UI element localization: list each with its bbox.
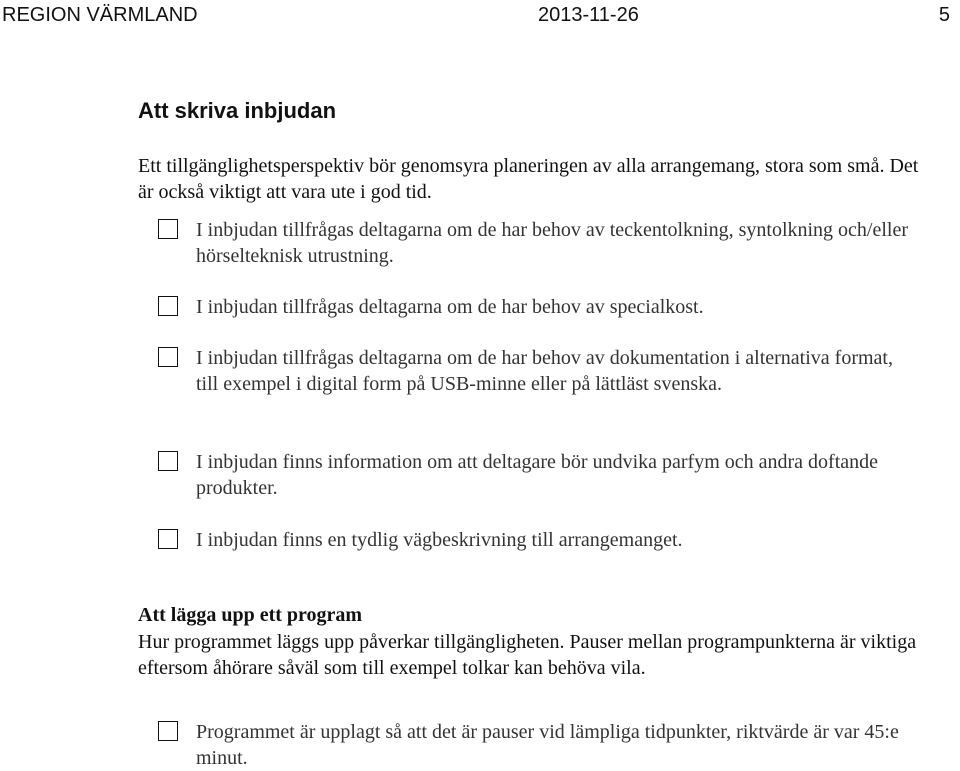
section-heading-invitation: Att skriva inbjudan bbox=[138, 98, 337, 123]
header-date: 2013-11-26 bbox=[538, 4, 639, 26]
header-organization: REGION VÄRMLAND bbox=[2, 4, 198, 26]
checklist-item-text: I inbjudan finns en tydlig vägbeskrivning till arrangemanget. bbox=[196, 529, 683, 551]
checklist-item-text: I inbjudan tillfrågas deltagarna om de har behov av teckentolkning, syntolkning och/eller hörselteknisk utrustning. bbox=[196, 219, 909, 267]
checkbox[interactable] bbox=[158, 451, 178, 471]
checklist-item-text: I inbjudan finns information om att deltagare bör undvika parfym och andra doftande produkter. bbox=[196, 451, 879, 499]
section-intro-program: Hur programmet läggs upp påverkar tillgängligheten. Pauser mellan programpunkterna är viktiga eftersom åhörare såväl som till exempel tolkar kan behöva vila. bbox=[138, 631, 917, 679]
page-number: 5 bbox=[938, 4, 950, 26]
checklist-item-text: I inbjudan tillfrågas deltagarna om de har behov av dokumentation i alternativa format, till exempel i digital form på USB-minne eller på lättläst svenska. bbox=[196, 347, 893, 395]
checkbox[interactable] bbox=[158, 219, 178, 239]
checkbox[interactable] bbox=[158, 347, 178, 367]
checklist-item-text: I inbjudan tillfrågas deltagarna om de har behov av specialkost. bbox=[196, 296, 704, 318]
checkbox[interactable] bbox=[158, 529, 178, 549]
section-heading-program: Att lägga upp ett program bbox=[138, 604, 363, 626]
checkbox[interactable] bbox=[158, 296, 178, 316]
checklist-item-text: Programmet är upplagt så att det är pauser vid lämpliga tidpunkter, riktvärde är var 45:e minut. bbox=[196, 721, 899, 769]
checkbox[interactable] bbox=[158, 721, 178, 741]
section-intro-invitation: Ett tillgänglighetsperspektiv bör genomsyra planeringen av alla arrangemang, stora som små. Det är också viktigt att vara ute i god tid. bbox=[138, 155, 919, 203]
